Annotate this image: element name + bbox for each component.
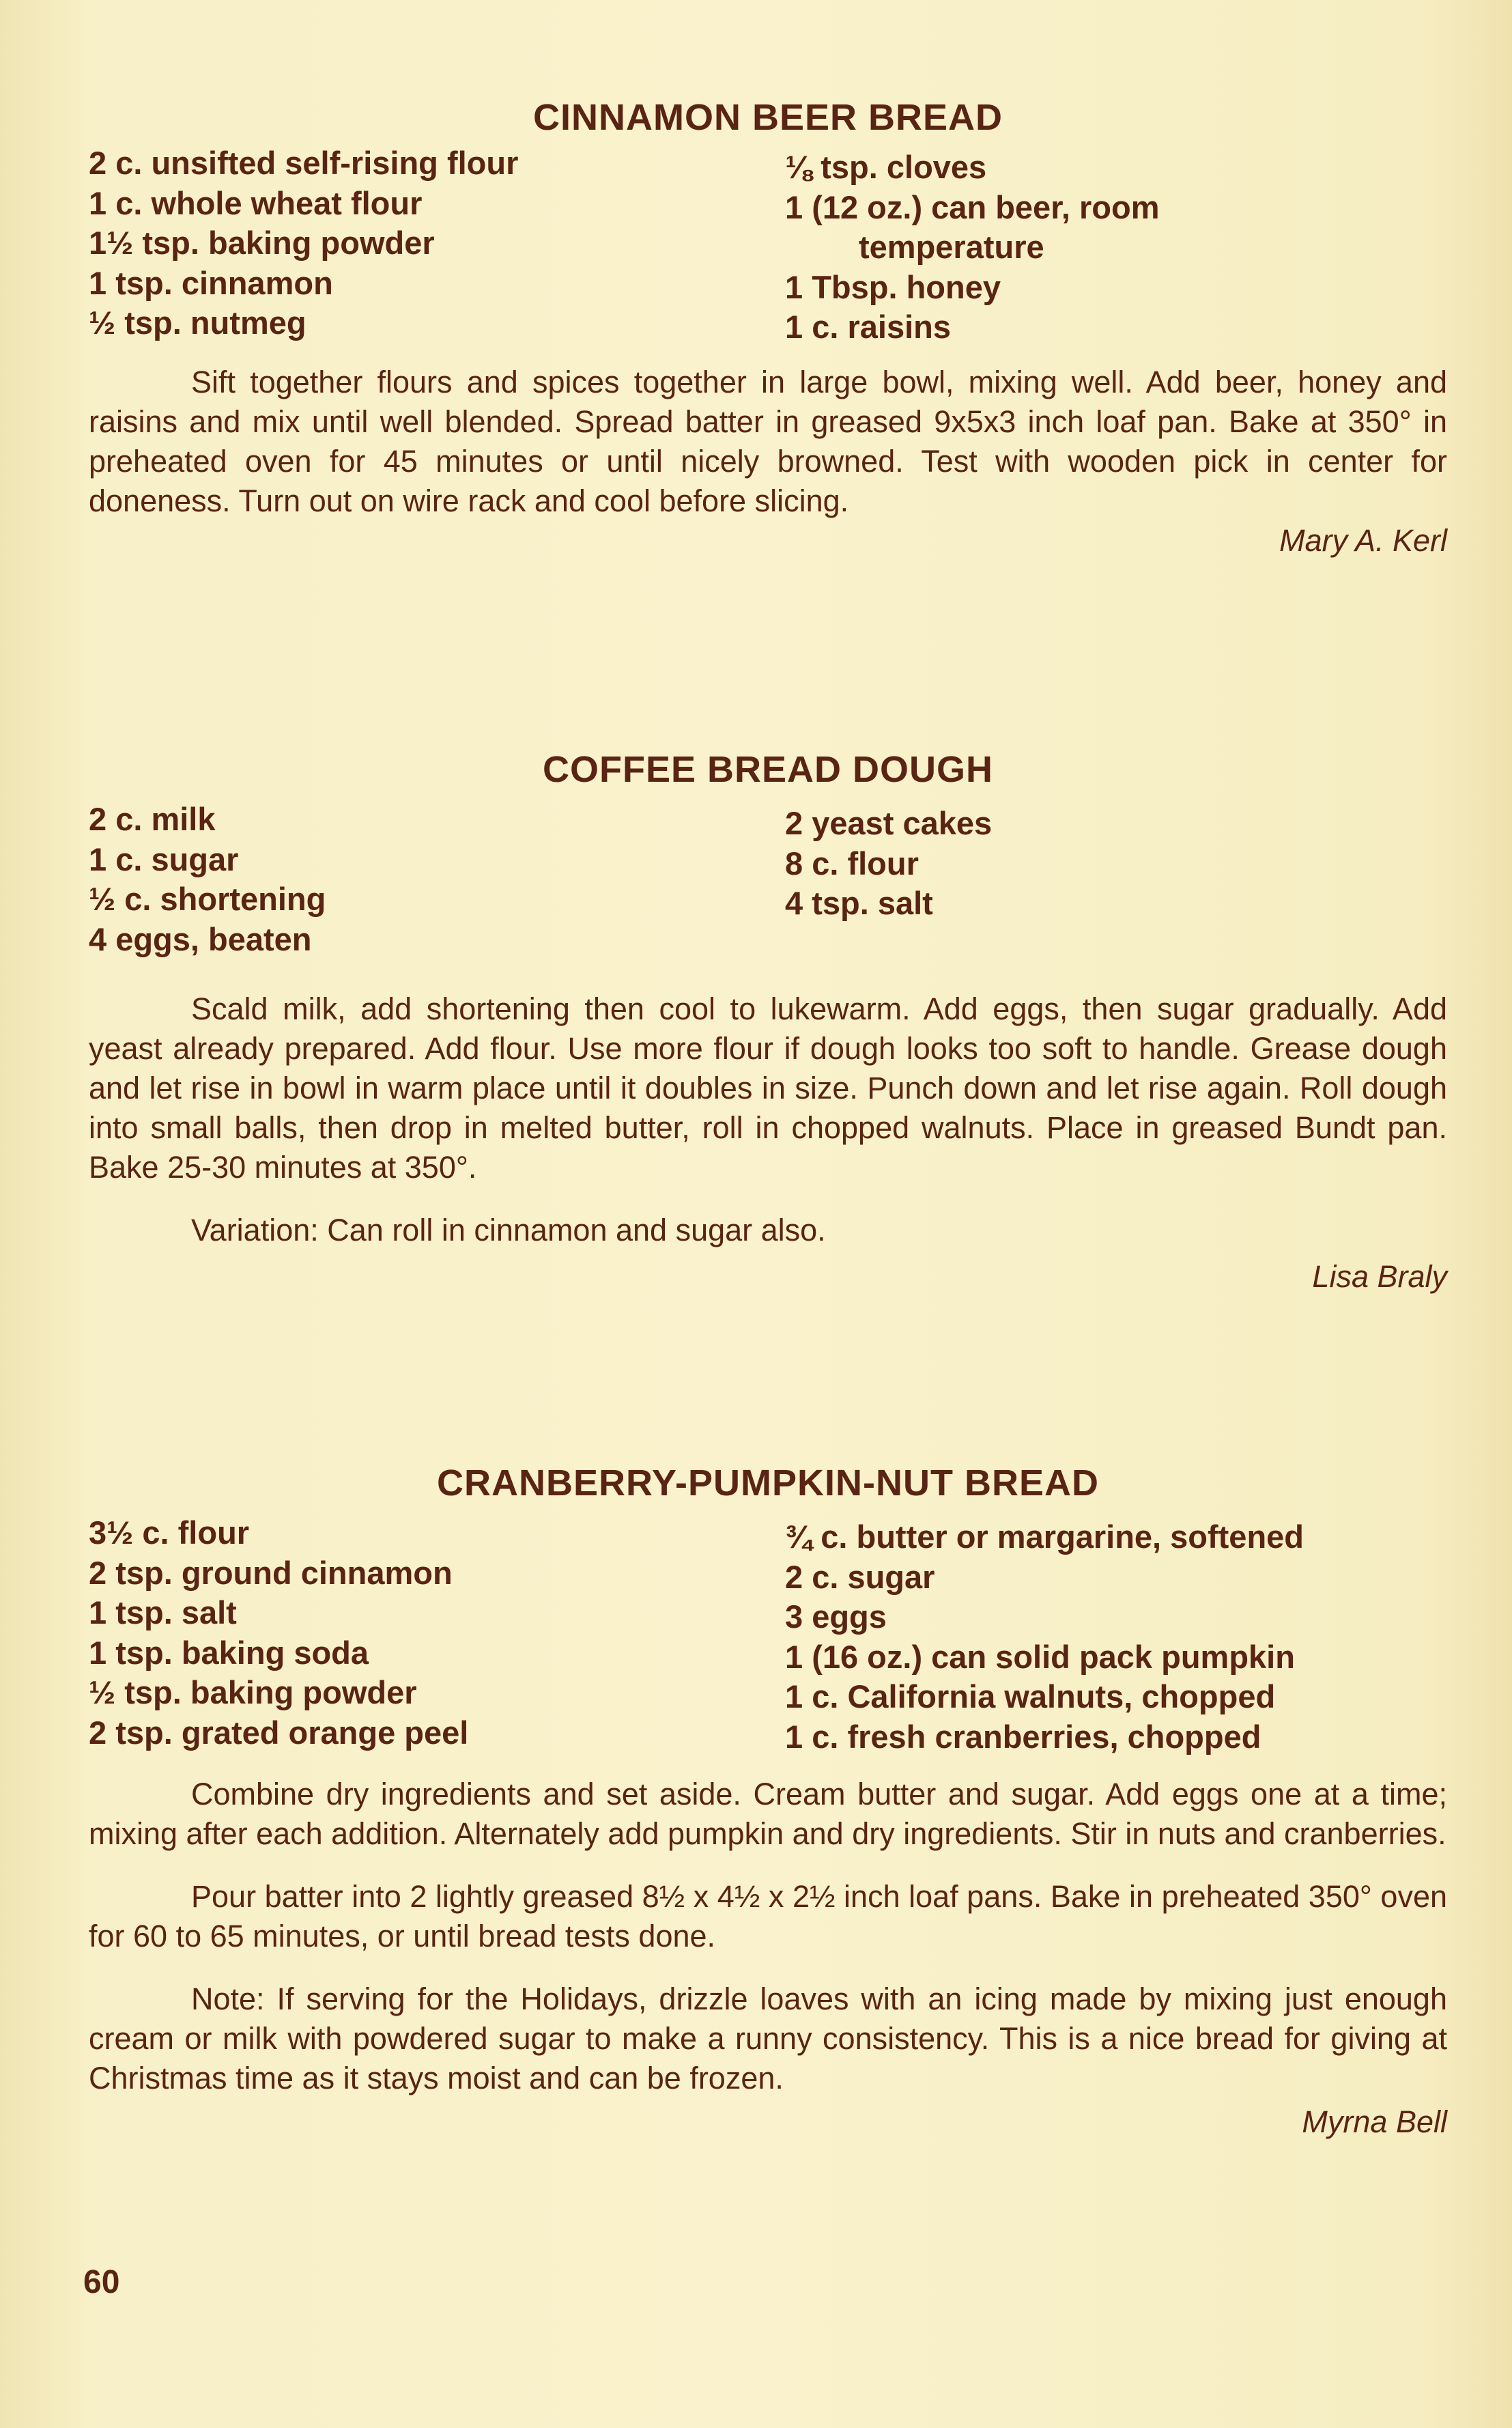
holiday-note: Note: If serving for the Holidays, drizzle loaves with an icing made by mixing just enough cream or milk with powdered sugar to make a runny consistency. This is a nice bread for giving at Christmas time as it stays moist and can be frozen. [89, 1981, 1447, 2095]
recipe-cranberry-pumpkin-nut-bread [89, 1461, 1447, 2142]
ingredient-columns [89, 800, 1447, 959]
recipe-coffee-bread-dough [89, 748, 1447, 1297]
ingredient: 1 c. California walnuts, chopped [785, 1678, 1276, 1714]
instructions: Sift together flours and spices together in large bowl, mixing well. Add beer, honey and raisins and mix until well blended. Spread batter in greased 9x5x3 inch loaf pan. Bake at 350° in preheated oven for 45 minutes or until nicely browned. Test with wooden pick in center for doneness. Turn out on wire rack and cool before slicing. [89, 364, 1447, 518]
ingredient: ½ c. shortening [89, 881, 326, 917]
ingredient: ½ tsp. baking powder [89, 1674, 417, 1710]
ingredients-left [89, 143, 785, 348]
ingredient: 2 yeast cakes [785, 805, 993, 841]
ingredient: 1 (16 oz.) can solid pack pumpkin [785, 1638, 1295, 1675]
ingredient: ½ tsp. nutmeg [89, 305, 306, 341]
ingredient: 2 c. milk [89, 801, 216, 837]
ingredients-left [89, 800, 785, 959]
ingredient: 1 tsp. cinnamon [89, 264, 333, 301]
ingredient: 3½ c. flour [89, 1514, 250, 1551]
recipe-title: CRANBERRY-PUMPKIN-NUT BREAD [437, 1463, 1099, 1504]
recipe-title: CINNAMON BEER BREAD [532, 97, 1003, 138]
instructions: Combine dry ingredients and set aside. Cream butter and sugar. Add eggs one at a time; mixing after each addition. Alternately add pumpkin and dry ingredients. Stir in nuts and cranberries. [89, 1777, 1447, 1851]
ingredient: 1 c. raisins [785, 309, 951, 345]
ingredients-right [785, 800, 1447, 959]
ingredients-right [785, 143, 1447, 348]
ingredient: 4 eggs, beaten [89, 920, 312, 957]
ingredient: temperature [859, 229, 1044, 265]
ingredient-columns [89, 1513, 1447, 1757]
ingredients-right [785, 1513, 1447, 1757]
ingredient: 1½ tsp. baking powder [89, 225, 435, 261]
recipe-author: Mary A. Kerl [1279, 522, 1447, 558]
ingredient: 4 tsp. salt [785, 885, 933, 921]
ingredient: 2 tsp. ground cinnamon [89, 1554, 453, 1591]
ingredient: 1 (12 oz.) can beer, room [785, 188, 1160, 225]
ingredient: 1 c. whole wheat flour [89, 184, 423, 221]
variation-note: Variation: Can roll in cinnamon and sugar also. [191, 1213, 826, 1247]
ingredient: 1 tsp. baking soda [89, 1634, 369, 1671]
ingredient-columns [89, 143, 1447, 348]
ingredient: 2 c. unsifted self-rising flour [89, 145, 519, 181]
recipe-author: Myrna Bell [1302, 2104, 1447, 2139]
ingredients-left [89, 1513, 785, 1757]
ingredient: 1 tsp. salt [89, 1594, 237, 1631]
ingredient: 2 c. sugar [785, 1558, 935, 1595]
ingredient: 1 Tbsp. honey [785, 268, 1001, 305]
ingredient: 1 c. sugar [89, 841, 239, 877]
ingredient: ⅛ tsp. cloves [785, 149, 987, 185]
recipe-cinnamon-beer-bread [89, 96, 1447, 561]
recipe-author: Lisa Braly [1312, 1259, 1447, 1294]
ingredient: 8 c. flour [785, 845, 919, 881]
ingredient: 2 tsp. grated orange peel [89, 1714, 469, 1751]
instructions-baking: Pour batter into 2 lightly greased 8½ x 4½ x 2½ inch loaf pans. Bake in preheated 350° oven for 60 to 65 minutes, or until bread tests done. [89, 1879, 1447, 1953]
page-number: 60 [83, 2264, 120, 2300]
ingredient: 3 eggs [785, 1598, 887, 1635]
recipe-title: COFFEE BREAD DOUGH [542, 749, 993, 790]
instructions: Scald milk, add shortening then cool to lukewarm. Add eggs, then sugar gradually. Add yeast already prepared. Add flour. Use more flour if dough looks too soft to handle. Grease dough and let rise in bowl in warm place until it doubles in size. Punch down and let rise again. Roll dough into small balls, then drop in melted butter, roll in chopped walnuts. Place in greased Bundt pan. Bake 25-30 minutes at 350°. [89, 991, 1447, 1185]
ingredient: 1 c. fresh cranberries, chopped [785, 1718, 1261, 1755]
ingredient: ¾ c. butter or margarine, softened [785, 1519, 1304, 1555]
